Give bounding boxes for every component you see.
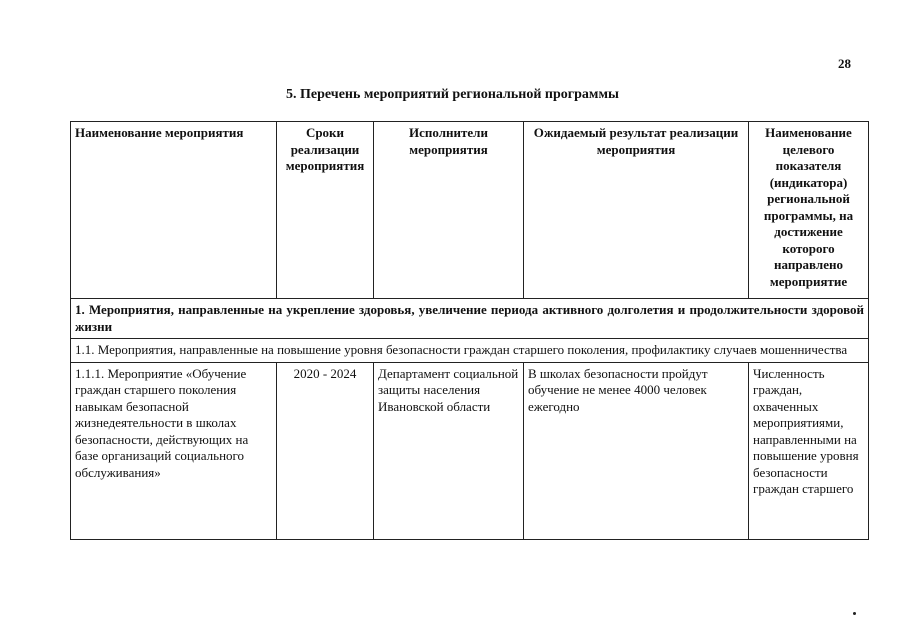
subsection-heading: 1.1. Мероприятия, направленные на повышение уровня безопасности граждан старшего поколения, профилактику случаев мошенничества [71,339,869,363]
header-result: Ожидаемый результат реализации мероприятия [524,122,749,299]
section-row [71,299,869,339]
header-indicator: Наименование целевого показателя (индикатора) региональной программы, на достижение которого направлено мероприятие [749,122,869,299]
scan-speck [853,612,856,615]
header-name: Наименование мероприятия [71,122,277,299]
measure-executor: Департамент социальной защиты населения Ивановской области [374,362,524,539]
measure-indicator: Численность граждан, охваченных мероприятиями, направленными на повышение уровня безопасности граждан старшего [749,362,869,539]
measures-table [70,121,869,540]
measure-period: 2020 - 2024 [277,362,374,539]
page-number: 28 [838,56,851,71]
subsection-row [71,339,869,363]
table-row [71,362,869,539]
header-executor: Исполнители мероприятия [374,122,524,299]
measure-result: В школах безопасности пройдут обучение не менее 4000 человек ежегодно [524,362,749,539]
header-period: Сроки реализации мероприятия [277,122,374,299]
section-heading: 1. Мероприятия, направленные на укрепление здоровья, увеличение периода активного долголетия и продолжительности здоровой жизни [71,299,869,339]
table-header-row [71,122,869,299]
measure-name: 1.1.1. Мероприятие «Обучение граждан старшего поколения навыкам безопасной жизнедеятельности в школах безопасности, действующих на базе организаций социального обслуживания» [71,362,277,539]
section-title: 5. Перечень мероприятий региональной программы [286,87,619,102]
